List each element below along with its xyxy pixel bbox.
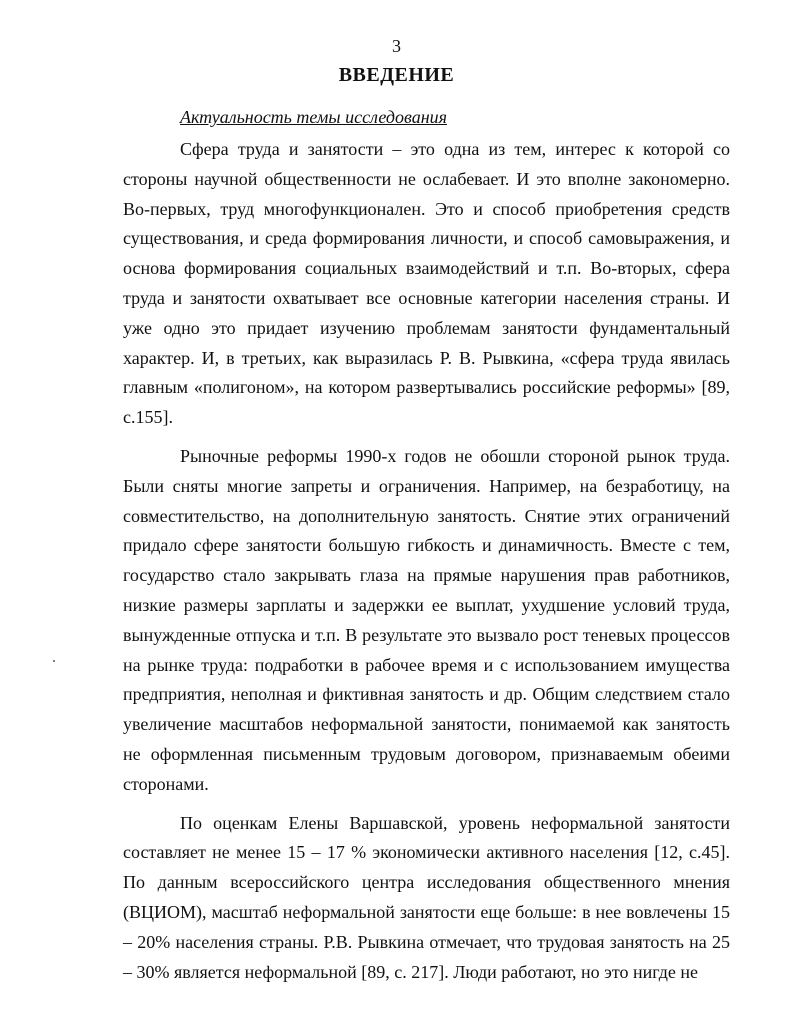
page-title: ВВЕДЕНИЕ [338,64,455,86]
paragraph-3: По оценкам Елены Варшавской, уровень неформальной занятости составляет не менее 15 – 17 % экономически активного населения [12, с.45]. По данным всероссийского центра исследования общественного мнения (ВЦИОМ), масштаб неформальной занятости еще больше: в нее вовлечены 15 – 20% населения страны. Р.В. Рывкина отмечает, что трудовая занятость на 25 – 30% является неформальной [89, с. 217]. Люди работают, но это нигде не [123,812,730,982]
scan-speck [53,660,55,662]
body-text [123,135,730,987]
section-heading: Актуальность темы исследования [180,107,447,127]
paragraph-1: Сфера труда и занятости – это одна из тем, интерес к которой со стороны научной общественности не ослабевает. И это вполне закономерно. Во-первых, труд многофункционален. Это и способ приобретения средств существования, и среда формирования личности, и способ самовыражения, и основа формирования социальных взаимодействий и т.п. Во-вторых, сфера труда и занятости охватывает все основные категории населения страны. И уже одно это придает изучению проблемам занятости фундаментальный характер. И, в третьих, как выразилась Р. В. Рывкина, «сфера труда явилась главным «полигоном», на котором развертывались российские реформы» [89, с.155]. [123,139,730,428]
paragraph-2: Рыночные реформы 1990-х годов не обошли стороной рынок труда. Были сняты многие запреты и ограничения. Например, на безработицу, на совместительство, на дополнительную занятость. Снятие этих ограничений придало сфере занятости большую гибкость и динамичность. Вместе с тем, государство стало закрывать глаза на прямые нарушения прав работников, низкие размеры зарплаты и задержки ее выплат, ухудшение условий труда, вынужденные отпуска и т.п. В результате это вызвало рост теневых процессов на рынке труда: подработки в рабочее время и с использованием имущества предприятия, неполная и фиктивная занятость и др. Общим следствием стало увеличение масштабов неформальной занятости, понимаемой как занятость не оформленная письменным трудовым договором, признаваемым обеими сторонами. [123,445,730,794]
page-number: 3 [392,36,401,56]
